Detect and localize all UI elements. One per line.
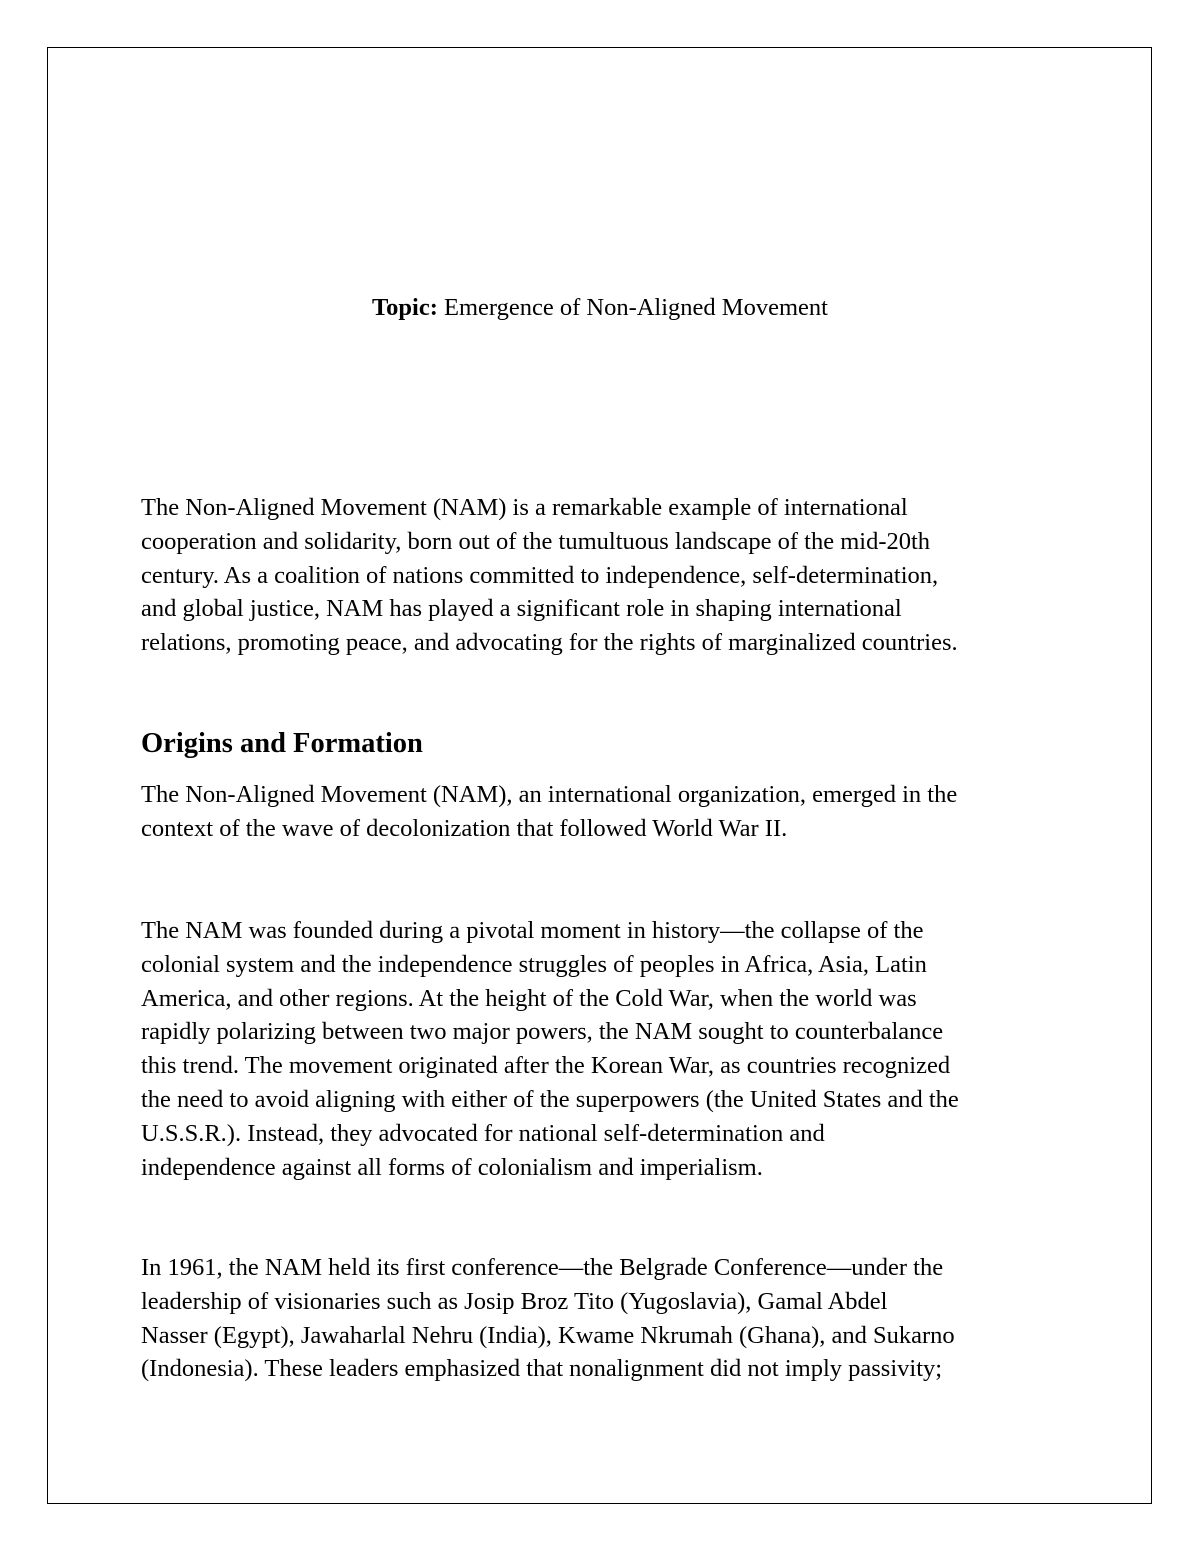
text-line: The Non-Aligned Movement (NAM) is a remarkable example of international bbox=[141, 494, 908, 521]
paragraph-1 bbox=[141, 778, 957, 846]
section-heading: Origins and Formation bbox=[141, 728, 423, 759]
text-line: cooperation and solidarity, born out of the tumultuous landscape of the mid-20th bbox=[141, 527, 931, 555]
text-line: America, and other regions. At the height of the Cold War, when the world was bbox=[141, 984, 917, 1012]
text-line: relations, promoting peace, and advocating for the rights of marginalized countries. bbox=[141, 629, 958, 657]
intro-paragraph bbox=[141, 491, 958, 660]
title-label: Topic: bbox=[372, 294, 438, 321]
text-line: Nasser (Egypt), Jawaharlal Nehru (India), Kwame Nkrumah (Ghana), and Sukarno bbox=[141, 1321, 955, 1349]
text-line: (Indonesia). These leaders emphasized that nonalignment did not imply passivity; bbox=[141, 1355, 943, 1383]
text-line: colonial system and the independence struggles of peoples in Africa, Asia, Latin bbox=[141, 950, 927, 978]
text-line: independence against all forms of colonialism and imperialism. bbox=[141, 1153, 763, 1181]
title-text: Emergence of Non-Aligned Movement bbox=[437, 294, 828, 321]
text-line: the need to avoid aligning with either of the superpowers (the United States and the bbox=[141, 1085, 959, 1113]
paragraph-2 bbox=[141, 914, 959, 1184]
text-line: The NAM was founded during a pivotal moment in history—the collapse of the bbox=[141, 917, 924, 944]
text-line: leadership of visionaries such as Josip Broz Tito (Yugoslavia), Gamal Abdel bbox=[141, 1287, 888, 1315]
text-line: U.S.S.R.). Instead, they advocated for national self-determination and bbox=[141, 1119, 825, 1147]
text-line: context of the wave of decolonization that followed World War II. bbox=[141, 814, 788, 842]
text-line: century. As a coalition of nations committed to independence, self-determination, bbox=[141, 561, 939, 589]
text-line: The Non-Aligned Movement (NAM), an international organization, emerged in the bbox=[141, 781, 958, 808]
text-line: and global justice, NAM has played a significant role in shaping international bbox=[141, 595, 902, 623]
text-line: this trend. The movement originated after the Korean War, as countries recognized bbox=[141, 1052, 951, 1080]
document-title bbox=[0, 291, 1200, 325]
text-line: In 1961, the NAM held its first conference—the Belgrade Conference—under the bbox=[141, 1254, 944, 1281]
text-line: rapidly polarizing between two major powers, the NAM sought to counterbalance bbox=[141, 1018, 944, 1046]
paragraph-3 bbox=[141, 1251, 955, 1386]
